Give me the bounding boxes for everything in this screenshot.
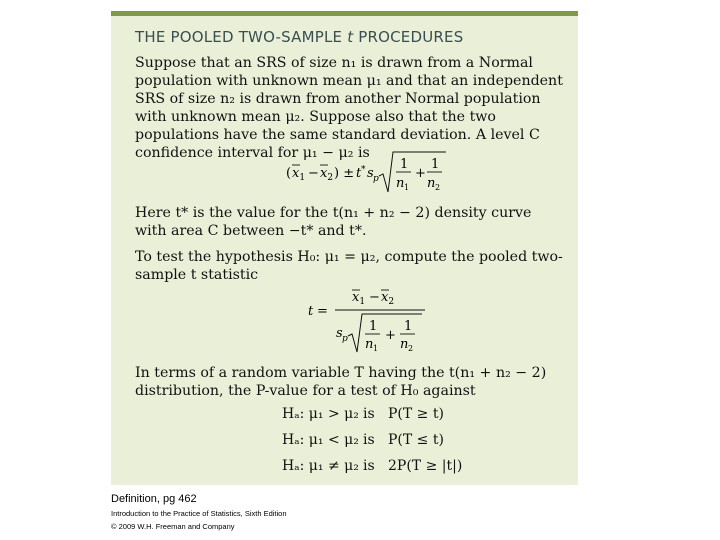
definition-box bbox=[111, 11, 578, 485]
is-label: is bbox=[363, 406, 375, 422]
svg-text:*: * bbox=[361, 165, 366, 175]
svg-text:) ±: ) ± bbox=[334, 166, 355, 181]
svg-text:x1: $x_1$ bbox=[292, 166, 306, 183]
svg-text:1: 1 bbox=[373, 344, 379, 353]
svg-text:s: s bbox=[336, 326, 343, 341]
svg-text:+: + bbox=[385, 328, 396, 343]
svg-text:n: n bbox=[365, 337, 374, 352]
svg-text:n: n bbox=[396, 176, 405, 191]
copyright-caption: © 2009 W.H. Freeman and Company bbox=[111, 522, 235, 531]
svg-text:x2: $x_2$ bbox=[381, 290, 395, 307]
svg-text:2: 2 bbox=[408, 344, 414, 353]
svg-text:n: n bbox=[427, 176, 436, 191]
svg-text:1: 1 bbox=[400, 157, 409, 172]
p-value-expression: P(T ≤ t) bbox=[388, 432, 444, 448]
svg-text:t: t bbox=[356, 166, 362, 181]
title-t: t bbox=[347, 28, 354, 46]
title-prefix: THE POOLED TWO-SAMPLE bbox=[135, 28, 343, 46]
svg-text:p: p bbox=[373, 174, 379, 184]
svg-text:1: 1 bbox=[369, 319, 378, 334]
svg-text:2: 2 bbox=[435, 183, 441, 192]
alternative-hypothesis: Hₐ: μ₁ ≠ μ₂ bbox=[282, 458, 359, 474]
svg-text:(: ( bbox=[286, 166, 292, 181]
confidence-interval-formula bbox=[286, 148, 456, 196]
t-statistic-formula bbox=[308, 288, 428, 354]
svg-text:t: t bbox=[308, 304, 314, 319]
svg-text:−: − bbox=[369, 290, 380, 305]
svg-text:+: + bbox=[415, 166, 426, 181]
book-caption: Introduction to the Practice of Statistics, Sixth Edition bbox=[111, 509, 287, 518]
svg-text:1: 1 bbox=[404, 183, 410, 192]
svg-text:p: p bbox=[342, 334, 348, 344]
paragraph-pvalue: In terms of a random variable T having the t(n₁ + n₂ − 2) distribution, the P-value for a test of H₀ against bbox=[135, 365, 547, 399]
is-label: is bbox=[363, 432, 375, 448]
svg-text:1: 1 bbox=[404, 319, 413, 334]
svg-text:−: − bbox=[308, 166, 319, 181]
svg-text:n: n bbox=[400, 337, 409, 352]
paragraph-intro: Suppose that an SRS of size n₁ is drawn from a Normal population with unknown mean μ₁ and that an independent SRS of size n₂ is drawn from another Normal population with unknown mean μ₂. Suppose also that the two populations have the same standard deviation. A level C confidence interval for μ₁ − μ₂ is bbox=[135, 55, 563, 161]
svg-text:s: s bbox=[367, 166, 374, 181]
is-label: is bbox=[363, 458, 375, 474]
paragraph-tstar: Here t* is the value for the t(n₁ + n₂ − 2) density curve with area C between −t* and t*. bbox=[135, 205, 532, 239]
title-suffix: PROCEDURES bbox=[358, 28, 464, 46]
p-value-expression: 2P(T ≥ |t|) bbox=[388, 458, 463, 474]
p-value-expression: P(T ≥ t) bbox=[388, 406, 444, 422]
box-title bbox=[135, 28, 463, 46]
svg-text:1: 1 bbox=[431, 157, 440, 172]
svg-text:x2: $x_2$ bbox=[320, 166, 334, 183]
alternative-hypothesis: Hₐ: μ₁ > μ₂ bbox=[282, 406, 359, 422]
definition-caption: Definition, pg 462 bbox=[111, 493, 197, 505]
alternative-hypothesis: Hₐ: μ₁ < μ₂ bbox=[282, 432, 359, 448]
svg-text:x1: $x_1$ bbox=[352, 290, 366, 307]
paragraph-hypothesis: To test the hypothesis H₀: μ₁ = μ₂, compute the pooled two-sample t statistic bbox=[135, 249, 563, 283]
svg-text:=: = bbox=[317, 304, 328, 319]
